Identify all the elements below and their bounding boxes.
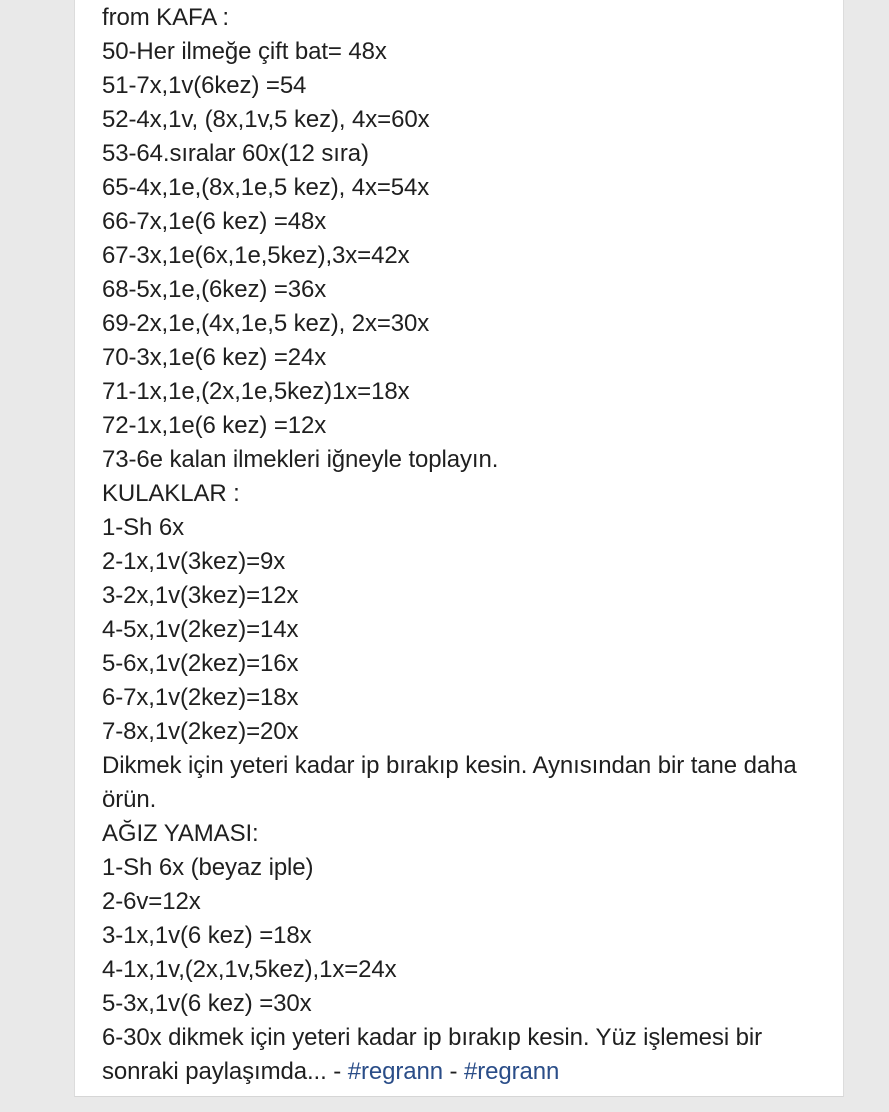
caption-line: 1-Sh 6x (beyaz iple) [102, 854, 314, 881]
caption-final-paragraph [102, 1021, 824, 1089]
caption-line: 2-1x,1v(3kez)=9x [102, 548, 286, 575]
caption-line: 7-8x,1v(2kez)=20x [102, 718, 299, 745]
caption-line: 5-6x,1v(2kez)=16x [102, 650, 299, 677]
caption-line: 3-2x,1v(3kez)=12x [102, 582, 299, 609]
caption-line: 52-4x,1v, (8x,1v,5 kez), 4x=60x [102, 106, 430, 133]
caption-line: 67-3x,1e(6x,1e,5kez),3x=42x [102, 242, 410, 269]
hashtag-link[interactable]: #regrann [464, 1058, 560, 1085]
caption-line: 50-Her ilmeğe çift bat= 48x [102, 38, 387, 65]
caption-line: 68-5x,1e,(6kez) =36x [102, 276, 327, 303]
caption-line: 71-1x,1e,(2x,1e,5kez)1x=18x [102, 378, 410, 405]
caption-line: 4-5x,1v(2kez)=14x [102, 616, 299, 643]
caption-line: 4-1x,1v,(2x,1v,5kez),1x=24x [102, 956, 397, 983]
caption-line: 1-Sh 6x [102, 514, 185, 541]
caption-line: 53-64.sıralar 60x(12 sıra) [102, 140, 369, 167]
caption-line: 73-6e kalan ilmekleri iğneyle toplayın. [102, 446, 499, 473]
caption-line: 3-1x,1v(6 kez) =18x [102, 922, 312, 949]
caption-line: 70-3x,1e(6 kez) =24x [102, 344, 327, 371]
section-heading-agiz-yamasi: AĞIZ YAMASI: [102, 820, 259, 847]
caption-line: 65-4x,1e,(8x,1e,5 kez), 4x=54x [102, 174, 430, 201]
caption-line: 6-7x,1v(2kez)=18x [102, 684, 299, 711]
caption-line: 72-1x,1e(6 kez) =12x [102, 412, 327, 439]
final-text: 6-30x dikmek için yeteri kadar ip bırakıp kesin. Yüz işlemesi bir sonraki paylaşımda... - [102, 1024, 762, 1085]
caption-line: from KAFA : [102, 4, 229, 31]
section-heading-kulaklar: KULAKLAR : [102, 480, 240, 507]
caption-line: 51-7x,1v(6kez) =54 [102, 72, 307, 99]
caption-paragraph: Dikmek için yeteri kadar ip bırakıp kesin. Aynısından bir tane daha örün. [102, 752, 797, 813]
post-card [74, 0, 844, 1097]
caption-line: 2-6v=12x [102, 888, 201, 915]
caption-line: 69-2x,1e,(4x,1e,5 kez), 2x=30x [102, 310, 430, 337]
hashtag-link[interactable]: #regrann [347, 1058, 443, 1085]
caption-line: 5-3x,1v(6 kez) =30x [102, 990, 312, 1017]
post-caption [102, 1, 824, 1089]
caption-line: 66-7x,1e(6 kez) =48x [102, 208, 327, 235]
hashtag-separator: - [442, 1058, 465, 1085]
